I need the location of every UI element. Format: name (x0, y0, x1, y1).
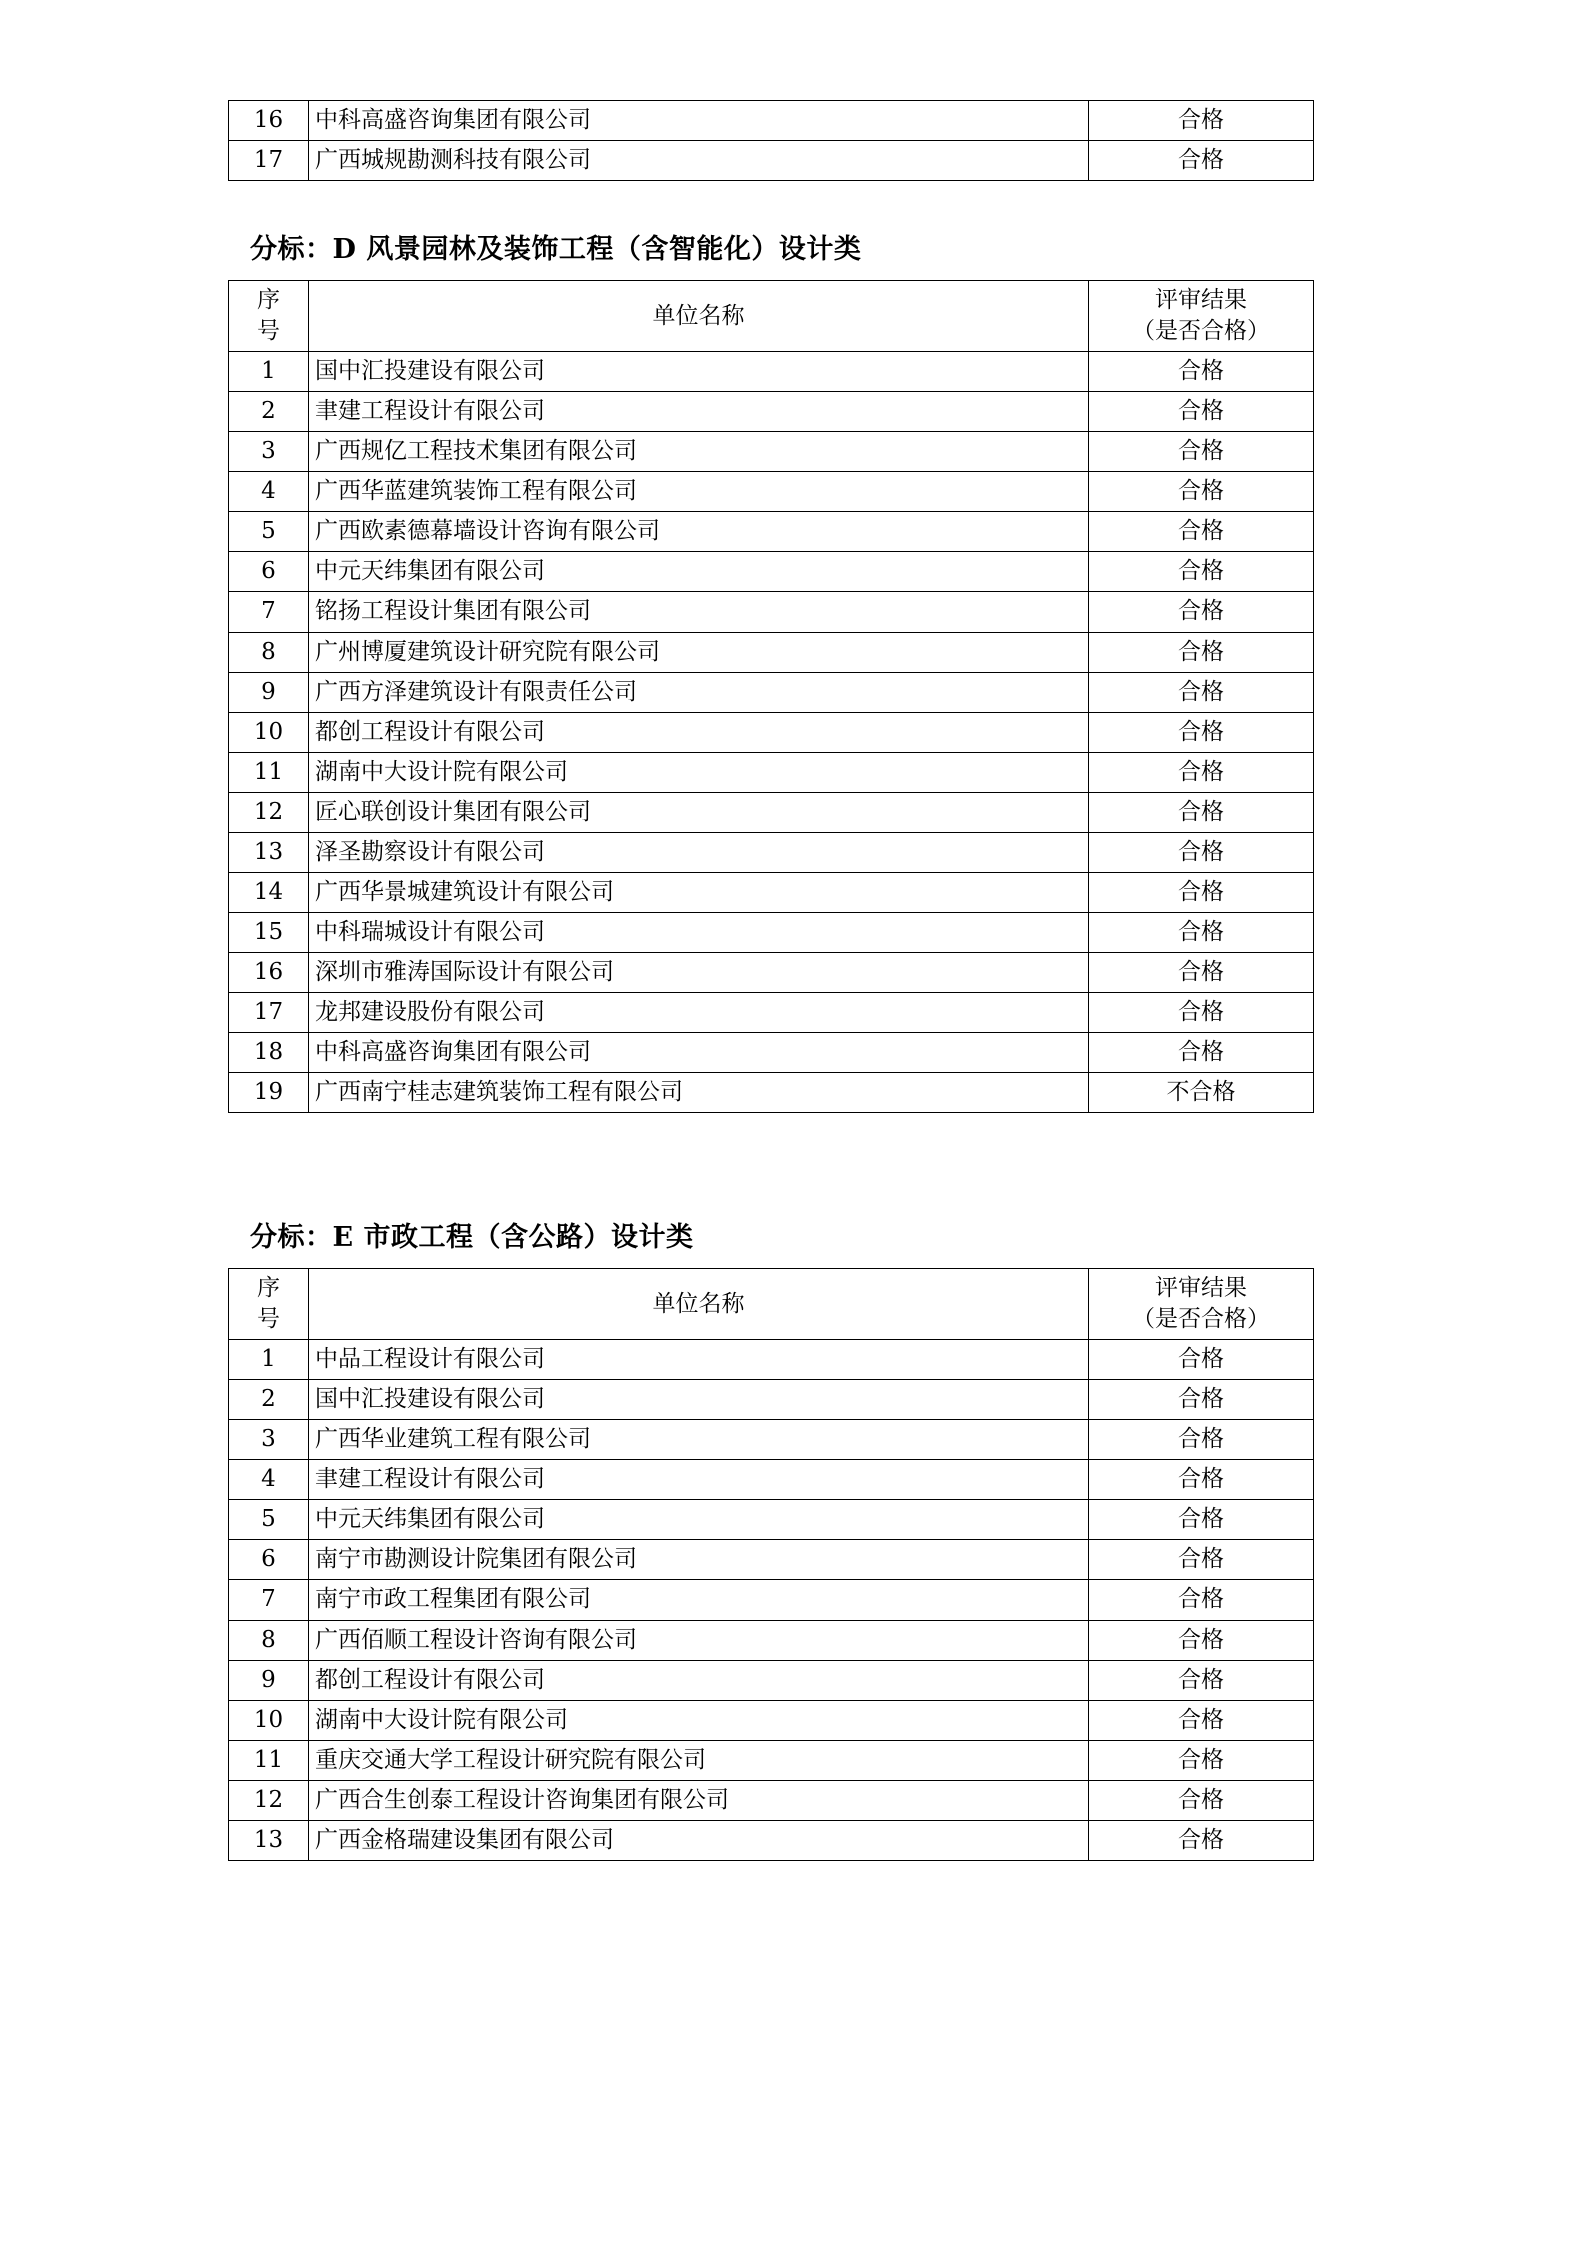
cell-review-result: 合格 (1089, 1500, 1314, 1540)
cell-index: 17 (229, 141, 309, 181)
cell-index: 5 (229, 1500, 309, 1540)
table-row (229, 101, 1314, 141)
cell-review-result: 合格 (1089, 512, 1314, 552)
cell-index: 16 (229, 101, 309, 141)
section-spacer (228, 1113, 1359, 1169)
cell-review-result: 合格 (1089, 1420, 1314, 1460)
cell-index: 2 (229, 1380, 309, 1420)
table-row (229, 832, 1314, 872)
cell-company-name: 中科瑞城设计有限公司 (309, 912, 1089, 952)
table-row (229, 1540, 1314, 1580)
cell-review-result: 合格 (1089, 472, 1314, 512)
cell-company-name: 广西华景城建筑设计有限公司 (309, 872, 1089, 912)
continued-table-body (229, 101, 1314, 181)
table-row (229, 1032, 1314, 1072)
cell-review-result: 合格 (1089, 632, 1314, 672)
table-row (229, 1780, 1314, 1820)
cell-review-result: 合格 (1089, 912, 1314, 952)
cell-company-name: 中品工程设计有限公司 (309, 1340, 1089, 1380)
cell-index: 12 (229, 792, 309, 832)
cell-review-result: 合格 (1089, 141, 1314, 181)
column-header-result-line1: 评审结果 (1155, 1275, 1247, 1302)
table-row (229, 672, 1314, 712)
cell-company-name: 都创工程设计有限公司 (309, 1660, 1089, 1700)
cell-index: 17 (229, 992, 309, 1032)
table-row (229, 1820, 1314, 1860)
table-head-e (229, 1269, 1314, 1340)
cell-company-name: 深圳市雅涛国际设计有限公司 (309, 952, 1089, 992)
table-row (229, 472, 1314, 512)
table-row (229, 141, 1314, 181)
table-row (229, 552, 1314, 592)
cell-index: 15 (229, 912, 309, 952)
cell-review-result: 合格 (1089, 1820, 1314, 1860)
cell-index: 12 (229, 1780, 309, 1820)
cell-review-result: 合格 (1089, 1740, 1314, 1780)
cell-index: 8 (229, 632, 309, 672)
cell-company-name: 广州博厦建筑设计研究院有限公司 (309, 632, 1089, 672)
column-header-result (1089, 281, 1314, 352)
table-row (229, 792, 1314, 832)
table-row (229, 1700, 1314, 1740)
cell-company-name: 中元天纬集团有限公司 (309, 552, 1089, 592)
cell-company-name: 广西城规勘测科技有限公司 (309, 141, 1089, 181)
cell-review-result: 合格 (1089, 101, 1314, 141)
column-header-result-line1: 评审结果 (1155, 287, 1247, 314)
table-row (229, 1460, 1314, 1500)
table-row (229, 1340, 1314, 1380)
cell-index: 1 (229, 1340, 309, 1380)
cell-review-result: 合格 (1089, 952, 1314, 992)
cell-company-name: 铭扬工程设计集团有限公司 (309, 592, 1089, 632)
header-row (229, 1269, 1314, 1340)
cell-company-name: 重庆交通大学工程设计研究院有限公司 (309, 1740, 1089, 1780)
cell-review-result: 合格 (1089, 792, 1314, 832)
cell-review-result: 合格 (1089, 432, 1314, 472)
table-body-e (229, 1340, 1314, 1861)
column-header-index-line1: 序 (257, 1275, 280, 1302)
cell-review-result: 合格 (1089, 592, 1314, 632)
cell-company-name: 南宁市勘测设计院集团有限公司 (309, 1540, 1089, 1580)
table-row (229, 872, 1314, 912)
column-header-index (229, 281, 309, 352)
column-header-index-line1: 序 (257, 287, 280, 314)
cell-index: 11 (229, 752, 309, 792)
column-header-result-line2: （是否合格） (1132, 1306, 1270, 1333)
cell-review-result: 合格 (1089, 752, 1314, 792)
cell-index: 5 (229, 512, 309, 552)
cell-review-result: 不合格 (1089, 1073, 1314, 1113)
table-row (229, 1380, 1314, 1420)
table-row (229, 1620, 1314, 1660)
cell-review-result: 合格 (1089, 1580, 1314, 1620)
table-row (229, 392, 1314, 432)
cell-index: 19 (229, 1073, 309, 1113)
cell-company-name: 泽圣勘察设计有限公司 (309, 832, 1089, 872)
cell-index: 1 (229, 352, 309, 392)
cell-company-name: 广西方泽建筑设计有限责任公司 (309, 672, 1089, 712)
section-title-d: 分标：D 风景园林及装饰工程（含智能化）设计类 (250, 234, 862, 266)
cell-company-name: 广西南宁桂志建筑装饰工程有限公司 (309, 1073, 1089, 1113)
cell-review-result: 合格 (1089, 1032, 1314, 1072)
cell-index: 8 (229, 1620, 309, 1660)
results-table-e (228, 1268, 1314, 1861)
cell-review-result: 合格 (1089, 1540, 1314, 1580)
cell-company-name: 聿建工程设计有限公司 (309, 392, 1089, 432)
table-row (229, 352, 1314, 392)
cell-company-name: 国中汇投建设有限公司 (309, 1380, 1089, 1420)
cell-company-name: 湖南中大设计院有限公司 (309, 1700, 1089, 1740)
table-row (229, 1740, 1314, 1780)
table-row (229, 1580, 1314, 1620)
table-row (229, 1073, 1314, 1113)
continued-results-table (228, 100, 1314, 181)
table-row (229, 1420, 1314, 1460)
header-row (229, 281, 1314, 352)
table-row (229, 1500, 1314, 1540)
cell-index: 4 (229, 1460, 309, 1500)
cell-company-name: 湖南中大设计院有限公司 (309, 752, 1089, 792)
cell-review-result: 合格 (1089, 1780, 1314, 1820)
cell-index: 2 (229, 392, 309, 432)
cell-company-name: 广西欧素德幕墙设计咨询有限公司 (309, 512, 1089, 552)
table-row (229, 432, 1314, 472)
cell-index: 16 (229, 952, 309, 992)
table-row (229, 992, 1314, 1032)
cell-review-result: 合格 (1089, 992, 1314, 1032)
cell-company-name: 广西规亿工程技术集团有限公司 (309, 432, 1089, 472)
cell-index: 9 (229, 672, 309, 712)
column-header-index-line2: 号 (257, 318, 280, 345)
cell-company-name: 广西合生创泰工程设计咨询集团有限公司 (309, 1780, 1089, 1820)
column-header-name: 单位名称 (309, 281, 1089, 352)
table-row (229, 512, 1314, 552)
cell-index: 7 (229, 592, 309, 632)
cell-review-result: 合格 (1089, 392, 1314, 432)
cell-company-name: 国中汇投建设有限公司 (309, 352, 1089, 392)
table-row (229, 712, 1314, 752)
cell-review-result: 合格 (1089, 1700, 1314, 1740)
cell-index: 6 (229, 552, 309, 592)
table-row (229, 952, 1314, 992)
cell-index: 13 (229, 832, 309, 872)
cell-company-name: 南宁市政工程集团有限公司 (309, 1580, 1089, 1620)
table-row (229, 632, 1314, 672)
cell-index: 9 (229, 1660, 309, 1700)
cell-index: 10 (229, 712, 309, 752)
cell-company-name: 广西华业建筑工程有限公司 (309, 1420, 1089, 1460)
column-header-result (1089, 1269, 1314, 1340)
cell-company-name: 匠心联创设计集团有限公司 (309, 792, 1089, 832)
cell-company-name: 中科高盛咨询集团有限公司 (309, 101, 1089, 141)
cell-company-name: 聿建工程设计有限公司 (309, 1460, 1089, 1500)
cell-company-name: 广西佰顺工程设计咨询有限公司 (309, 1620, 1089, 1660)
table-head-d (229, 281, 1314, 352)
cell-index: 3 (229, 432, 309, 472)
cell-company-name: 都创工程设计有限公司 (309, 712, 1089, 752)
cell-index: 3 (229, 1420, 309, 1460)
cell-index: 7 (229, 1580, 309, 1620)
cell-review-result: 合格 (1089, 1340, 1314, 1380)
table-row (229, 592, 1314, 632)
table-row (229, 912, 1314, 952)
cell-index: 10 (229, 1700, 309, 1740)
cell-index: 14 (229, 872, 309, 912)
cell-review-result: 合格 (1089, 1380, 1314, 1420)
cell-review-result: 合格 (1089, 352, 1314, 392)
cell-index: 13 (229, 1820, 309, 1860)
results-table-d (228, 280, 1314, 1113)
cell-review-result: 合格 (1089, 552, 1314, 592)
cell-company-name: 广西金格瑞建设集团有限公司 (309, 1820, 1089, 1860)
cell-company-name: 广西华蓝建筑装饰工程有限公司 (309, 472, 1089, 512)
cell-index: 4 (229, 472, 309, 512)
table-row (229, 752, 1314, 792)
cell-review-result: 合格 (1089, 1660, 1314, 1700)
cell-company-name: 龙邦建设股份有限公司 (309, 992, 1089, 1032)
cell-company-name: 中科高盛咨询集团有限公司 (309, 1032, 1089, 1072)
table-row (229, 1660, 1314, 1700)
column-header-index (229, 1269, 309, 1340)
cell-review-result: 合格 (1089, 872, 1314, 912)
cell-review-result: 合格 (1089, 1460, 1314, 1500)
cell-review-result: 合格 (1089, 672, 1314, 712)
cell-review-result: 合格 (1089, 832, 1314, 872)
cell-review-result: 合格 (1089, 1620, 1314, 1660)
cell-review-result: 合格 (1089, 712, 1314, 752)
cell-index: 6 (229, 1540, 309, 1580)
cell-index: 18 (229, 1032, 309, 1072)
table-body-d (229, 352, 1314, 1113)
column-header-result-line2: （是否合格） (1132, 318, 1270, 345)
column-header-index-line2: 号 (257, 1306, 280, 1333)
column-header-name: 单位名称 (309, 1269, 1089, 1340)
section-title-e: 分标：E 市政工程（含公路）设计类 (250, 1222, 694, 1254)
cell-company-name: 中元天纬集团有限公司 (309, 1500, 1089, 1540)
cell-index: 11 (229, 1740, 309, 1780)
